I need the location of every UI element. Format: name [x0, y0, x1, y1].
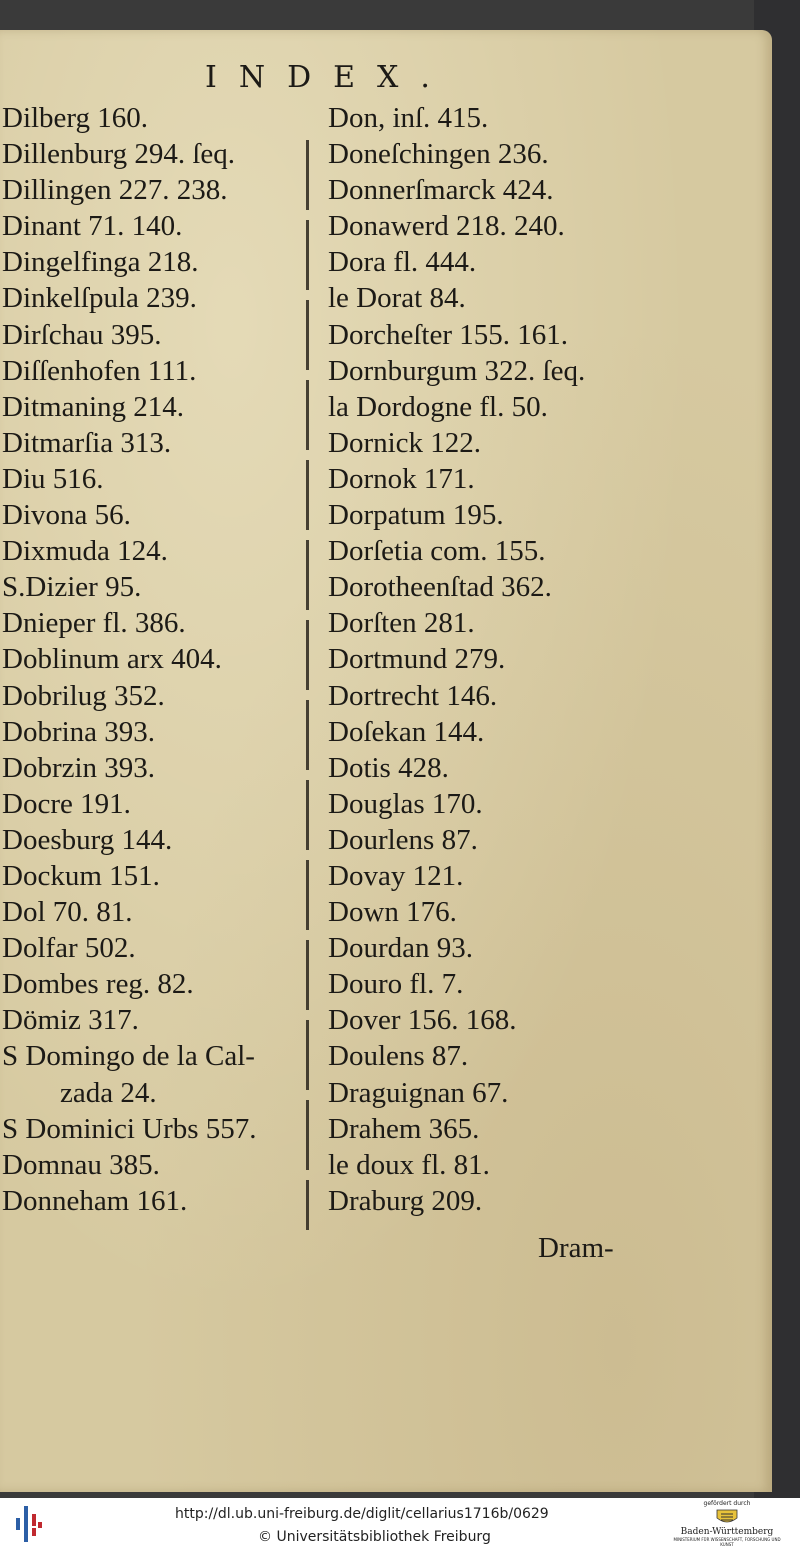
funder-top-label: gefördert durch — [703, 1500, 751, 1507]
index-entry: Dourdan 93. — [328, 932, 473, 965]
index-entry: Dockum 151. — [2, 859, 160, 892]
index-entry: Draguignan 67. — [328, 1076, 509, 1109]
index-entry: Docre 191. — [2, 787, 131, 820]
state-crest-icon — [713, 1508, 741, 1526]
index-entry: Ditmaning 214. — [2, 390, 185, 423]
index-entry: Douro fl. 7. — [328, 968, 464, 1001]
index-entry: Donnerſmarck 424. — [328, 174, 554, 207]
index-entry: Dortrecht 146. — [328, 679, 498, 712]
index-entry: Donneham 161. — [2, 1184, 188, 1217]
permalink-url[interactable]: http://dl.ub.uni-freiburg.de/diglit/cellarius1716b/0629 — [175, 1506, 549, 1522]
copyright-notice: © Universitätsbibliothek Freiburg — [258, 1529, 491, 1545]
index-entry: Doneſchingen 236. — [328, 138, 549, 171]
funder-ministry-name: MINISTERIUM FÜR WISSENSCHAFT, FORSCHUNG UND KUNST — [673, 1537, 781, 1547]
index-entry: Dourlens 87. — [328, 823, 478, 856]
index-entry: Dornburgum 322. ſeq. — [328, 354, 586, 387]
index-entry: Dorotheenſtad 362. — [328, 571, 552, 604]
funder-badge — [672, 1500, 782, 1547]
index-entry: Dömiz 317. — [2, 1004, 139, 1037]
index-entry: le doux fl. 81. — [328, 1148, 490, 1181]
index-column-right — [322, 100, 632, 1219]
index-entry: Doulens 87. — [328, 1040, 469, 1073]
index-entry: S.Dizier 95. — [2, 571, 142, 604]
index-entry: Dol 70. 81. — [2, 896, 133, 929]
index-entry: Dovay 121. — [328, 859, 464, 892]
index-entry: Dorcheſter 155. 161. — [328, 318, 568, 351]
index-entry: Diu 516. — [2, 462, 104, 495]
index-entry: Dortmund 279. — [328, 643, 506, 676]
index-column-left — [2, 100, 297, 1219]
index-entry: Dirſchau 395. — [2, 318, 162, 351]
index-entry: Dombes reg. 82. — [2, 968, 194, 1001]
index-entry: Down 176. — [328, 896, 457, 929]
funder-state-name: Baden-Württemberg — [680, 1527, 774, 1537]
index-entry: Dobrina 393. — [2, 715, 156, 748]
catchword: Dram- — [538, 1232, 614, 1264]
index-entry: Dobrilug 352. — [2, 679, 165, 712]
index-entry: Dotis 428. — [328, 751, 449, 784]
column-divider — [306, 140, 309, 1230]
index-entry: Dilberg 160. — [2, 102, 149, 134]
index-entry: zada 24. — [60, 1076, 157, 1109]
index-entry: Doesburg 144. — [2, 823, 173, 856]
index-entry: Douglas 170. — [328, 787, 483, 820]
index-entry: Dillingen 227. 238. — [2, 174, 228, 207]
index-entry: Dornok 171. — [328, 462, 475, 495]
index-entry: Dorpatum 195. — [328, 499, 504, 532]
index-entry: le Dorat 84. — [328, 282, 466, 315]
index-entry: Dinant 71. 140. — [2, 210, 183, 243]
index-entry: Dora fl. 444. — [328, 246, 477, 279]
index-entry: la Dordogne fl. 50. — [328, 390, 548, 423]
index-entry: Domnau 385. — [2, 1148, 160, 1181]
index-entry: Divona 56. — [2, 499, 131, 532]
index-entry: Diſſenhofen 111. — [2, 354, 197, 387]
index-entry: S Domingo de la Cal- — [2, 1040, 255, 1073]
index-entry: Dnieper fl. 386. — [2, 607, 186, 640]
index-entry: Dorſten 281. — [328, 607, 475, 640]
index-entry: Donawerd 218. 240. — [328, 210, 565, 243]
index-entry: Dobrzin 393. — [2, 751, 156, 784]
index-entry: Dover 156. 168. — [328, 1004, 517, 1037]
footer-bar — [0, 1498, 800, 1552]
index-entry: Dillenburg 294. ſeq. — [2, 138, 236, 171]
index-entry: Draburg 209. — [328, 1184, 483, 1217]
index-entry: Ditmarſia 313. — [2, 426, 172, 459]
university-logo-icon — [10, 1504, 44, 1544]
index-entry: Doblinum arx 404. — [2, 643, 222, 676]
index-entry: Dinkelſpula 239. — [2, 282, 197, 315]
index-entry: Dolfar 502. — [2, 932, 136, 965]
index-entry: Doſekan 144. — [328, 715, 485, 748]
index-entry: Don, inſ. 415. — [328, 102, 489, 134]
index-entry: Drahem 365. — [328, 1112, 480, 1145]
index-entry: Dornick 122. — [328, 426, 482, 459]
index-entry: Dingelfinga 218. — [2, 246, 199, 279]
page-header: INDEX. — [205, 60, 452, 95]
index-entry: Dorſetia com. 155. — [328, 535, 546, 568]
index-entry: S Dominici Urbs 557. — [2, 1112, 257, 1145]
index-entry: Dixmuda 124. — [2, 535, 168, 568]
